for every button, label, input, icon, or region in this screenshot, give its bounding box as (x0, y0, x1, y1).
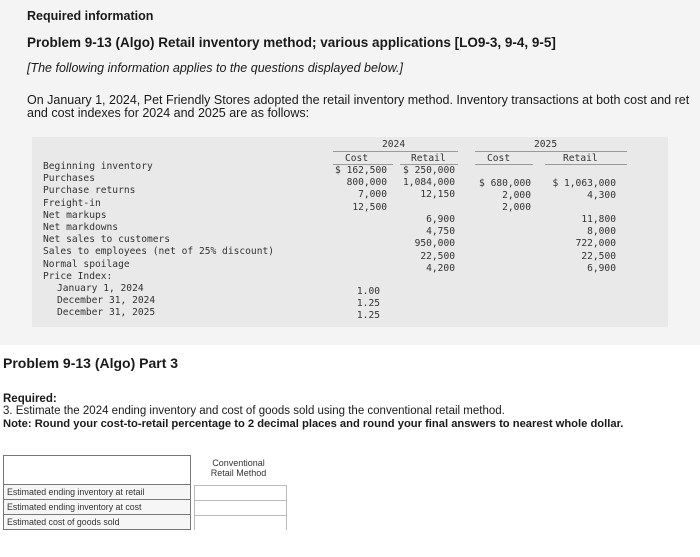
problem-title: Problem 9-13 (Algo) Retail inventory method; various applications [LO9-3, 9-4, 9-5] (27, 35, 556, 50)
col-cost-2024: Cost (345, 153, 369, 164)
retail-2024-value: 4,200 (426, 262, 455, 274)
part-title: Problem 9-13 (Algo) Part 3 (3, 355, 179, 371)
cost-2024-value: 800,000 (346, 177, 387, 189)
index-label: December 31, 2024 (57, 295, 156, 307)
answer-row-label: Estimated cost of goods sold (3, 514, 191, 530)
retail-2024-value: $ 250,000 (403, 165, 455, 176)
retail-2025-value: 8,000 (587, 226, 616, 238)
retail-2025-value: 722,000 (575, 238, 616, 250)
col-rule (475, 164, 533, 165)
price-index-value: 1.25 (356, 310, 380, 322)
info-note: [The following information applies to the questions displayed below.] (27, 61, 403, 75)
answer-row-label: Estimated ending inventory at retail (3, 484, 191, 500)
answer-column-header (190, 455, 287, 485)
rounding-note: Note: Round your cost-to-retail percentage to 2 decimal places and round your final answers to nearest whole dollar. (3, 418, 624, 430)
cost-2025-value: $ 680,000 (479, 178, 531, 189)
price-index-value: 1.00 (356, 286, 380, 297)
required-label: Required: (3, 393, 57, 405)
retail-2025-value: 6,900 (587, 262, 616, 274)
retail-2024-value: 12,150 (420, 189, 455, 201)
row-label: Price Index: (43, 270, 113, 282)
answer-table-corner (3, 455, 191, 485)
col-retail-2024: Retail (411, 153, 446, 164)
intro-line-1: On January 1, 2024, Pet Friendly Stores adopted the retail inventory method. Inventory transactions at both cost and ret (27, 93, 690, 107)
retail-2025-value: 11,800 (581, 214, 616, 225)
retail-2025-value: 22,500 (581, 250, 616, 262)
required-information-heading: Required information (27, 9, 154, 23)
index-label: December 31, 2025 (57, 307, 156, 319)
retail-2024-value: 950,000 (414, 238, 455, 250)
ending-inventory-retail-field-wrap (194, 485, 287, 500)
row-label: Net markups (43, 209, 107, 221)
retail-2025-value: $ 1,063,000 (552, 178, 616, 189)
row-label: Purchases (43, 173, 95, 185)
row-label: Beginning inventory (43, 161, 153, 172)
cost-of-goods-sold-input[interactable] (195, 520, 286, 533)
price-index-value: 1.25 (356, 298, 380, 310)
row-label: Net sales to customers (43, 234, 171, 246)
year-2025-header: 2025 (534, 139, 558, 150)
row-label: Purchase returns (43, 185, 136, 197)
cost-of-goods-sold-field-wrap (194, 515, 287, 530)
answer-table (3, 455, 287, 531)
answer-row-label: Estimated ending inventory at cost (3, 499, 191, 515)
ending-inventory-cost-field-wrap (194, 500, 287, 515)
cost-2025-value: 2,000 (502, 190, 531, 202)
cost-2024-value: 7,000 (358, 189, 387, 201)
retail-2024-value: 6,900 (426, 214, 455, 225)
index-label: January 1, 2024 (57, 283, 144, 295)
col-retail-2025: Retail (563, 153, 598, 164)
row-label: Net markdowns (43, 222, 119, 234)
intro-line-2: and cost indexes for 2024 and 2025 are as follows: (27, 106, 310, 120)
retail-2024-value: 1,084,000 (403, 177, 455, 189)
col-cost-2025: Cost (487, 153, 511, 164)
retail-2024-value: 22,500 (420, 250, 455, 262)
header-line: Conventional (212, 458, 265, 468)
year-2024-header: 2024 (382, 139, 406, 150)
row-label: Freight-in (43, 197, 101, 209)
question-text: 3. Estimate the 2024 ending inventory and cost of goods sold using the conventional retail method. (3, 405, 505, 417)
cost-2024-value: $ 162,500 (335, 165, 387, 176)
cost-2024-value: 12,500 (352, 201, 387, 213)
retail-2024-value: 4,750 (426, 226, 455, 238)
col-rule (545, 164, 627, 165)
year-2025-rule (475, 151, 627, 152)
retail-2025-value: 4,300 (587, 190, 616, 202)
header-line: Retail Method (210, 468, 267, 478)
cost-2025-value: 2,000 (502, 202, 531, 214)
row-label: Normal spoilage (43, 258, 130, 270)
year-2024-rule (333, 151, 458, 152)
row-label: Sales to employees (net of 25% discount) (43, 246, 275, 258)
